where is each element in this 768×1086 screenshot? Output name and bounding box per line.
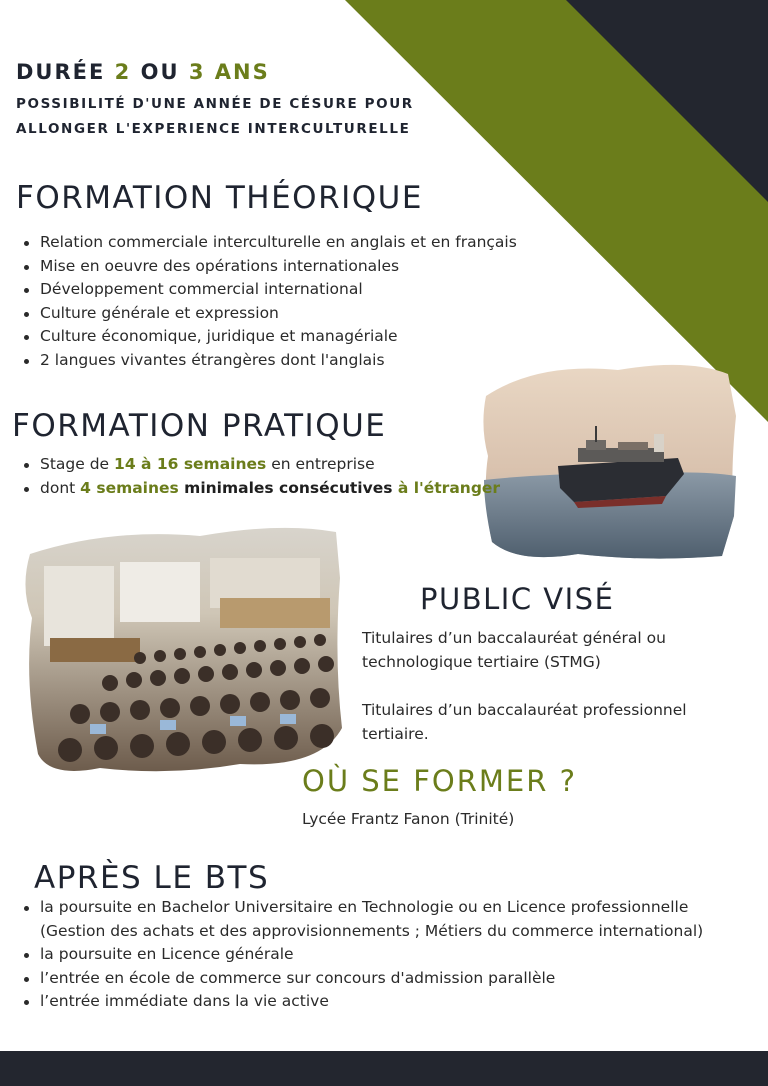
list-item: l’entrée en école de commerce sur concours d'admission parallèle	[18, 967, 703, 991]
abroad-weeks: 4 semaines	[80, 478, 179, 497]
stage-text-a: Stage de	[40, 455, 115, 473]
list-item: Relation commerciale interculturelle en anglais et en français	[18, 231, 517, 255]
lycee-name: Lycée Frantz Fanon (Trinité)	[302, 810, 515, 828]
public-title: PUBLIC VISÉ	[420, 582, 615, 616]
duree-three: 3 ANS	[188, 60, 270, 84]
public-paragraph-1	[362, 626, 666, 674]
abroad-text-c: minimales consécutives	[178, 478, 393, 497]
list-item: Culture générale et expression	[18, 302, 517, 326]
list-item: la poursuite en Licence générale	[18, 943, 703, 967]
apres-item1-line1: la poursuite en Bachelor Universitaire en Technologie ou en Licence professionnelle	[40, 898, 689, 916]
public-p1-line1: Titulaires d’un baccalauréat général ou	[362, 629, 666, 647]
list-item	[18, 453, 500, 477]
list-item	[18, 896, 703, 943]
abroad-text-a: dont	[40, 478, 81, 497]
cesure-note	[16, 92, 414, 142]
stage-text-c: en entreprise	[266, 455, 375, 473]
public-p2-line2: tertiaire.	[362, 725, 429, 743]
list-item: 2 langues vivantes étrangères dont l'anglais	[18, 349, 517, 373]
ou-title: OÙ SE FORMER ?	[302, 764, 577, 798]
footer-band	[0, 1051, 768, 1086]
pratique-title: FORMATION PRATIQUE	[12, 408, 387, 444]
public-p1-line2: technologique tertiaire (STMG)	[362, 653, 601, 671]
list-item: Culture économique, juridique et managériale	[18, 325, 517, 349]
duree-heading	[16, 60, 270, 84]
pratique-list	[18, 453, 500, 500]
list-item	[18, 477, 500, 501]
duree-two: 2	[114, 60, 132, 84]
apres-item1-line2: (Gestion des achats et des approvisionnements ; Métiers du commerce international)	[40, 921, 704, 940]
cesure-line-1: POSSIBILITÉ D'UNE ANNÉE DE CÉSURE POUR	[16, 96, 414, 112]
stage-duration: 14 à 16 semaines	[114, 455, 267, 473]
theorique-list	[18, 231, 517, 372]
lecture-hall-image	[20, 518, 346, 780]
apres-title: APRÈS LE BTS	[34, 860, 270, 896]
duree-or: OU	[140, 60, 180, 84]
list-item: Mise en oeuvre des opérations internationales	[18, 255, 517, 279]
duree-prefix: DURÉE	[16, 60, 106, 84]
cargo-ship-image	[478, 356, 740, 566]
theorique-title: FORMATION THÉORIQUE	[16, 180, 423, 216]
apres-list	[18, 896, 703, 1014]
list-item: l’entrée immédiate dans la vie active	[18, 990, 703, 1014]
cesure-line-2: ALLONGER L'EXPERIENCE INTERCULTURELLE	[16, 121, 411, 137]
public-p2-line1: Titulaires d’un baccalauréat professionnel	[362, 701, 687, 719]
public-paragraph-2	[362, 698, 687, 746]
list-item: Développement commercial international	[18, 278, 517, 302]
abroad-text-d: à l'étranger	[392, 478, 501, 497]
